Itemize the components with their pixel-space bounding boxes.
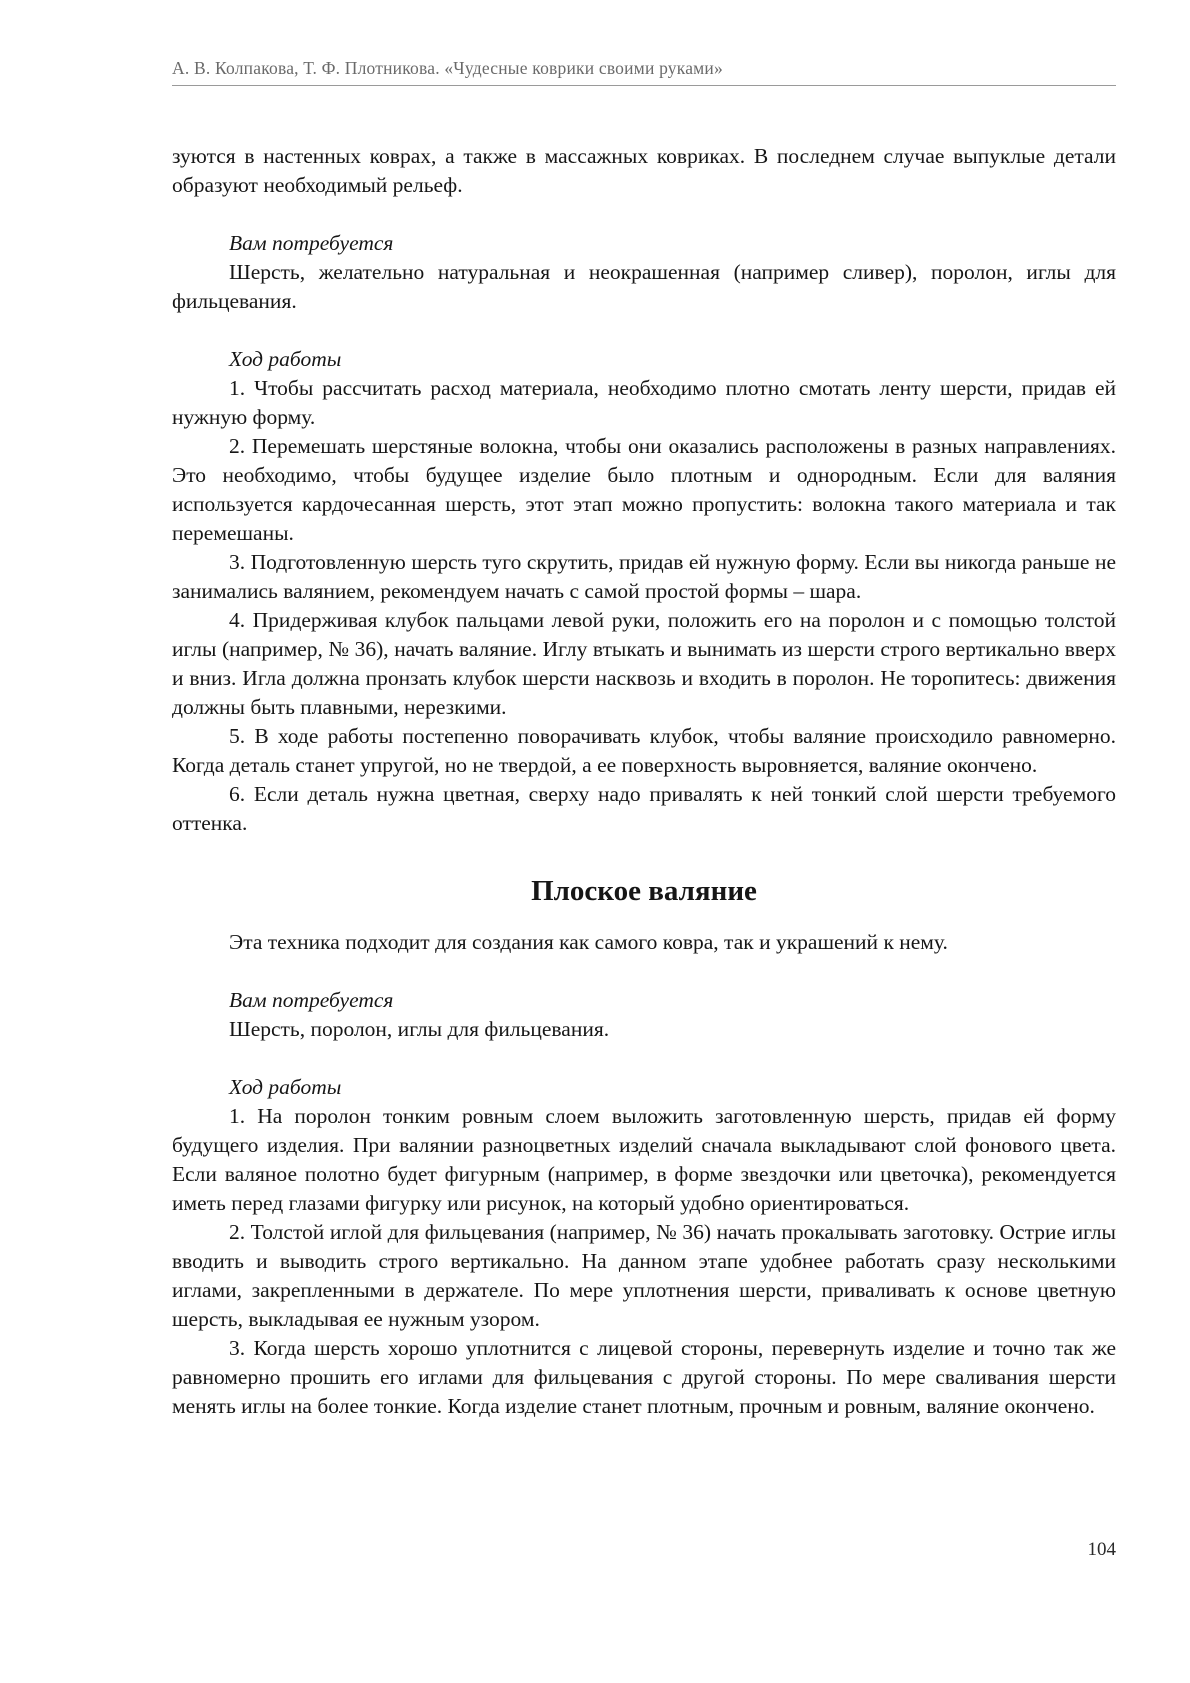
step-paragraph: 3. Подготовленную шерсть туго скрутить, придав ей нужную форму. Если вы никогда раньше не занимались валянием, рекомендуем начать с самой простой формы – шара. [172, 550, 1116, 603]
section-intro: Эта техника подходит для создания как самого ковра, так и украшений к нему. [229, 930, 948, 954]
step-paragraph: 1. Чтобы рассчитать расход материала, необходимо плотно смотать ленту шерсти, придав ей нужную форму. [172, 376, 1116, 429]
step-paragraph: 3. Когда шерсть хорошо уплотнится с лицевой стороны, перевернуть изделие и точно так же равномерно прошить его иглами для фильцевания с другой стороны. По мере сваливания шерсти менять иглы на более тонкие. Когда изделие станет плотным, прочным и ровным, валяние окончено. [172, 1336, 1116, 1418]
running-header: А. В. Колпакова, Т. Ф. Плотникова. «Чудесные коврики своими руками» [172, 58, 723, 78]
step-paragraph: 2. Перемешать шерстяные волокна, чтобы они оказались расположены в разных направлениях. Это необходимо, чтобы будущее изделие было плотным и однородным. Если для валяния используется кардочесанная шерсть, этот этап можно пропустить: волокна такого материала и так перемешаны. [172, 434, 1116, 545]
materials-text-1: Шерсть, желательно натуральная и неокрашенная (например сливер), поролон, иглы для фильцевания. [172, 260, 1116, 313]
header-rule [172, 85, 1116, 86]
materials-heading-1: Вам потребуется [229, 231, 394, 255]
step-paragraph: 1. На поролон тонким ровным слоем выложить заготовленную шерсть, придав ей форму будущего изделия. При валянии разноцветных изделий сначала выкладывают слой фонового цвета. Если валяное полотно будет фигурным (например, в форме звездочки или цветочка), рекомендуется иметь перед глазами фигурку или рисунок, на который удобно ориентироваться. [172, 1104, 1116, 1215]
section-title: Плоское валяние [531, 875, 757, 907]
step-paragraph: 4. Придерживая клубок пальцами левой руки, положить его на поролон и с помощью толстой иглы (например, № 36), начать валяние. Иглу втыкать и вынимать из шерсти строго вертикально вверх и вниз. Игла должна пронзать клубок шерсти насквозь и входить в поролон. Не торопитесь: движения должны быть плавными, нерезкими. [172, 608, 1116, 719]
step-paragraph: 6. Если деталь нужна цветная, сверху надо привалять к ней тонкий слой шерсти требуемого оттенка. [172, 782, 1116, 835]
materials-heading-2: Вам потребуется [229, 988, 394, 1012]
step-paragraph: 5. В ходе работы постепенно поворачивать клубок, чтобы валяние происходило равномерно. Когда деталь станет упругой, но не твердой, а ее поверхность выровняется, валяние окончено. [172, 724, 1116, 777]
continuation-paragraph: зуются в настенных коврах, а также в массажных ковриках. В последнем случае выпуклые детали образуют необходимый рельеф. [172, 144, 1116, 197]
steps-heading-2: Ход работы [229, 1075, 342, 1099]
page-number: 104 [1087, 1539, 1116, 1560]
materials-text-2: Шерсть, поролон, иглы для фильцевания. [229, 1017, 610, 1041]
steps-heading-1: Ход работы [229, 347, 342, 371]
page-content [172, 142, 1116, 1421]
step-paragraph: 2. Толстой иглой для фильцевания (например, № 36) начать прокалывать заготовку. Острие иглы вводить и выводить строго вертикально. На данном этапе удобнее работать сразу несколькими иглами, закрепленными в держателе. По мере уплотнения шерсти, приваливать к основе цветную шерсть, выкладывая ее нужным узором. [172, 1220, 1116, 1331]
